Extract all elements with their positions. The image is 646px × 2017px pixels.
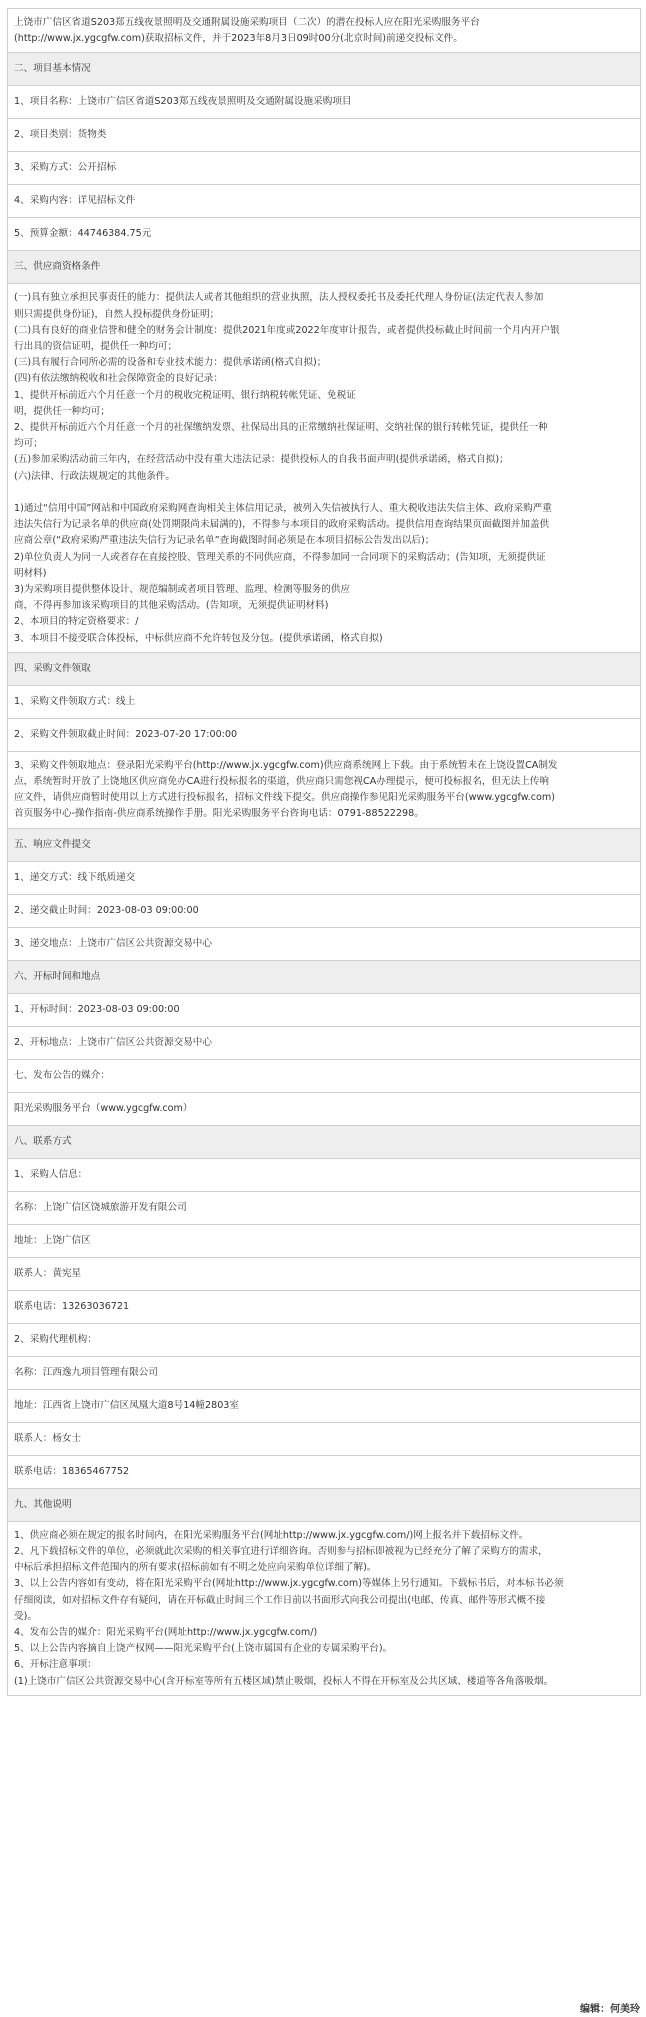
text-line: 5、预算金额：44746384.75元 xyxy=(14,228,152,240)
text-line: (五)参加采购活动前三年内，在经营活动中没有重大违法记录：提供投标人的自我书面声明(提供承诺函，格式自拟)； xyxy=(14,454,509,466)
row-text xyxy=(14,61,91,77)
section-heading xyxy=(8,653,640,686)
content-row xyxy=(8,185,640,218)
row-text xyxy=(14,661,91,677)
text-line: 明材料) xyxy=(14,567,47,579)
content-row xyxy=(8,1390,640,1423)
text-line: (1)上饶市广信区公共资源交易中心(含开标室等所有五楼区域)禁止吸烟，投标人不得在开标室及公共区域、楼道等各角落吸烟。 xyxy=(14,1675,554,1687)
row-text xyxy=(14,1233,91,1249)
content-row xyxy=(8,1027,640,1060)
text-line xyxy=(14,485,634,501)
text-line: 违法失信行为记录名单的供应商(处罚期限尚未届满的)，不得参与本项目的政府采购活动。提供信用查询结果页面截图并加盖供 xyxy=(14,519,550,531)
content-row xyxy=(8,752,640,829)
content-row xyxy=(8,1060,640,1093)
text-line: 七、发布公告的媒介： xyxy=(14,1069,110,1081)
text-line: 2、项目类别：货物类 xyxy=(14,129,107,141)
text-line: 九、其他说明 xyxy=(14,1498,72,1510)
row-text xyxy=(14,1431,81,1447)
content-row xyxy=(8,1291,640,1324)
text-line: 阳光采购服务平台（www.ygcgfw.com） xyxy=(14,1102,193,1114)
text-line: 四、采购文件领取 xyxy=(14,662,91,674)
text-line: 6、开标注意事项： xyxy=(14,1659,97,1671)
text-line: 1、项目名称：上饶市广信区省道S203郑五线夜景照明及交通附属设施采购项目 xyxy=(14,96,352,108)
text-line: 2)单位负责人为同一人或者存在直接控股、管理关系的不同供应商，不得参加同一合同项下的采购活动；(告知项，无须提供证 xyxy=(14,551,546,563)
row-text xyxy=(14,226,151,242)
row-text xyxy=(14,94,352,110)
text-line: 二、项目基本情况 xyxy=(14,63,91,75)
text-line: 明，提供任一种均可； xyxy=(14,405,110,417)
text-line: 行出具的资信证明，提供任一种均可； xyxy=(14,341,178,353)
content-row xyxy=(8,1357,640,1390)
content-row xyxy=(8,284,640,652)
text-line: (二)具有良好的商业信誉和健全的财务会计制度：提供2021年度或2022年度审计报告，或者提供投标截止时间前一个月内开户银 xyxy=(14,324,560,336)
text-line: 2、本项目的特定资格要求：/ xyxy=(14,616,139,628)
text-line: 应文件，请供应商暂时使用以上方式进行投标报名，招标文件线下提交。供应商操作参见阳光采购服务平台(www.ygcgfw.com) xyxy=(14,792,555,804)
text-line: 受)。 xyxy=(14,1610,37,1622)
text-line: 首页服务中心-操作指南-供应商系统操作手册。阳光采购服务平台咨询电话：0791-88522298。 xyxy=(14,808,424,820)
content-row xyxy=(8,218,640,251)
row-text xyxy=(14,870,135,886)
text-line: 联系人：黄宪星 xyxy=(14,1267,82,1279)
content-row xyxy=(8,1159,640,1192)
section-heading xyxy=(8,961,640,994)
text-line: 3)为采购项目提供整体设计、规范编制或者项目管理、监理、检测等服务的供应 xyxy=(14,584,351,596)
text-line: 联系人：杨女士 xyxy=(14,1432,82,1444)
text-line: 1)通过“信用中国”网站和中国政府采购网查询相关主体信用记录，被列入失信被执行人、重大税收违法失信主体、政府采购严重 xyxy=(14,503,552,515)
content-row xyxy=(8,119,640,152)
section-heading xyxy=(8,829,640,862)
row-text xyxy=(14,1200,187,1216)
text-line: 联系电话：18365467752 xyxy=(14,1465,130,1477)
content-row xyxy=(8,152,640,185)
text-line: 2、递交截止时间：2023-08-03 09:00:00 xyxy=(14,904,199,916)
text-line: 2、凡下载招标文件的单位，必须就此次采购的相关事宜进行详细咨询。否则参与招标即被视为已经充分了解了采购方的需求， xyxy=(14,1545,548,1557)
text-line: 五、响应文件提交 xyxy=(14,838,91,850)
text-line: 5、以上公告内容摘自上饶产权网——阳光采购平台(上饶市属国有企业的专属采购平台)。 xyxy=(14,1643,393,1655)
text-line: 八、联系方式 xyxy=(14,1135,72,1147)
text-line: 地址：江西省上饶市广信区凤凰大道8号14幢2803室 xyxy=(14,1399,240,1411)
text-line: 4、采购内容：详见招标文件 xyxy=(14,195,136,207)
text-line: 名称：上饶广信区饶城旅游开发有限公司 xyxy=(14,1201,187,1213)
section-heading xyxy=(8,53,640,86)
row-text xyxy=(14,1528,634,1690)
section-heading xyxy=(8,251,640,284)
section-heading xyxy=(8,1489,640,1522)
text-line: (六)法律、行政法规规定的其他条件。 xyxy=(14,470,175,482)
text-line: 名称：江西逸九项目管理有限公司 xyxy=(14,1366,158,1378)
row-text xyxy=(14,1464,129,1480)
text-line: 六、开标时间和地点 xyxy=(14,970,101,982)
row-text xyxy=(14,127,106,143)
row-text xyxy=(14,259,100,275)
content-row xyxy=(8,1258,640,1291)
announcement-document xyxy=(7,8,639,1696)
content-row xyxy=(8,895,640,928)
row-text xyxy=(14,1497,72,1513)
text-line: 地址：上饶广信区 xyxy=(14,1234,91,1246)
text-line: (一)具有独立承担民事责任的能力：提供法人或者其他组织的营业执照，法人授权委托书及委托代理人身份证(法定代表人参加 xyxy=(14,292,544,304)
content-row xyxy=(8,1522,640,1696)
row-text xyxy=(14,694,135,710)
content-row xyxy=(8,1456,640,1489)
content-row xyxy=(8,994,640,1027)
text-line: 1、开标时间：2023-08-03 09:00:00 xyxy=(14,1003,180,1015)
row-text xyxy=(14,727,237,743)
content-row xyxy=(8,1192,640,1225)
text-line: 2、采购代理机构： xyxy=(14,1333,97,1345)
text-line: 3、采购文件领取地点：登录阳光采购平台(http://www.jx.ygcgfw.com)供应商系统网上下载。由于系统暂未在上饶设置CA制发 xyxy=(14,759,558,771)
text-line: 上饶市广信区省道S203郑五线夜景照明及交通附属设施采购项目（二次）的潜在投标人应在阳光采购服务平台 xyxy=(14,17,480,28)
content-row xyxy=(8,719,640,752)
text-line: 商，不得再参加该采购项目的其他采购活动。(告知项，无须提供证明材料) xyxy=(14,600,329,612)
row-text xyxy=(14,969,100,985)
row-text xyxy=(14,936,212,952)
text-line: 则只需提供身份证)，自然人投标提供身份证明； xyxy=(14,308,220,320)
text-line: 3、本项目不接受联合体投标，中标供应商不允许转包及分包。(提供承诺函，格式自拟) xyxy=(14,632,383,644)
text-line: (四)有依法缴纳税收和社会保障资金的良好记录： xyxy=(14,373,223,385)
text-line: 2、开标地点：上饶市广信区公共资源交易中心 xyxy=(14,1036,212,1048)
text-line: 1、采购文件领取方式：线上 xyxy=(14,695,136,707)
row-text xyxy=(14,1266,81,1282)
text-line: 三、供应商资格条件 xyxy=(14,261,101,273)
text-line: 应商公章(“政府采购严重违法失信行为记录名单”查询截图时间必须是在本项目招标公告发出以后)； xyxy=(14,535,435,547)
text-line: (三)具有履行合同所必需的设备和专业技术能力：提供承诺函(格式自拟)； xyxy=(14,357,327,369)
editor-label: 编辑： xyxy=(580,2004,610,2015)
row-text xyxy=(14,1167,87,1183)
content-row xyxy=(8,862,640,895)
row-text xyxy=(14,193,135,209)
row-text xyxy=(14,15,634,47)
text-line: 2、提供开标前近六个月任意一个月的社保缴纳发票、社保局出具的正常缴纳社保证明、交纳社保的银行转帐凭证，提供任一种 xyxy=(14,422,548,434)
row-text xyxy=(14,1332,97,1348)
content-row xyxy=(8,1423,640,1456)
row-text xyxy=(14,1068,110,1084)
row-text xyxy=(14,903,199,919)
text-line: 3、以上公告内容如有变动，将在阳光采购平台(网址http://www.jx.ygcgfw.com)等媒体上另行通知。下载标书后，对本标书必须 xyxy=(14,1578,564,1590)
text-line: (http://www.jx.ygcgfw.com)获取招标文件，并于2023年8月3日09时00分(北京时间)前递交投标文件。 xyxy=(14,33,463,45)
row-text xyxy=(14,837,91,853)
row-text xyxy=(14,1398,239,1414)
content-row xyxy=(8,86,640,119)
text-line: 1、递交方式：线下纸质递交 xyxy=(14,871,136,883)
text-line: 1、供应商必须在规定的报名时间内，在阳光采购服务平台(网址http://www.jx.ygcgfw.com/)网上报名并下载招标文件。 xyxy=(14,1529,529,1541)
row-text xyxy=(14,1134,72,1150)
row-text xyxy=(14,290,634,646)
content-row xyxy=(8,928,640,961)
content-row xyxy=(8,1225,640,1258)
row-text xyxy=(14,1035,212,1051)
row-text xyxy=(14,1002,180,1018)
editor-name: 何美玲 xyxy=(610,2004,640,2015)
content-row xyxy=(8,1324,640,1357)
row-text xyxy=(14,1101,193,1117)
content-row xyxy=(8,9,640,53)
editor-credit xyxy=(580,2000,640,2015)
text-line: 均可； xyxy=(14,438,43,450)
row-text xyxy=(14,758,634,823)
content-row xyxy=(8,1093,640,1126)
text-line: 4、发布公告的媒介：阳光采购平台(网址http://www.jx.ygcgfw.com/) xyxy=(14,1626,318,1638)
text-line: 3、采购方式：公开招标 xyxy=(14,162,117,174)
text-line: 3、递交地点：上饶市广信区公共资源交易中心 xyxy=(14,937,212,949)
text-line: 联系电话：13263036721 xyxy=(14,1300,130,1312)
content-row xyxy=(8,686,640,719)
text-line: 点，系统暂时开放了上饶地区供应商免办CA进行投标报名的渠道，供应商只需您视CA办理提示，便可投标报名，但无法上传响 xyxy=(14,776,549,788)
row-text xyxy=(14,160,116,176)
announcement-table xyxy=(7,8,641,1696)
text-line: 仔细阅读，如对招标文件存有疑问，请在开标截止时间三个工作日前以书面形式向我公司提出(电邮、传真、邮件等形式概不接 xyxy=(14,1594,546,1606)
row-text xyxy=(14,1365,158,1381)
row-text xyxy=(14,1299,129,1315)
text-line: 1、提供开标前近六个月任意一个月的税收完税证明、银行纳税转帐凭证、免税证 xyxy=(14,389,356,401)
text-line: 1、采购人信息： xyxy=(14,1168,88,1180)
text-line: 中标后承担招标文件范围内的所有要求(招标前如有不明之处应向采购单位详细了解)。 xyxy=(14,1562,377,1574)
section-heading xyxy=(8,1126,640,1159)
text-line: 2、采购文件领取截止时间：2023-07-20 17:00:00 xyxy=(14,728,238,740)
